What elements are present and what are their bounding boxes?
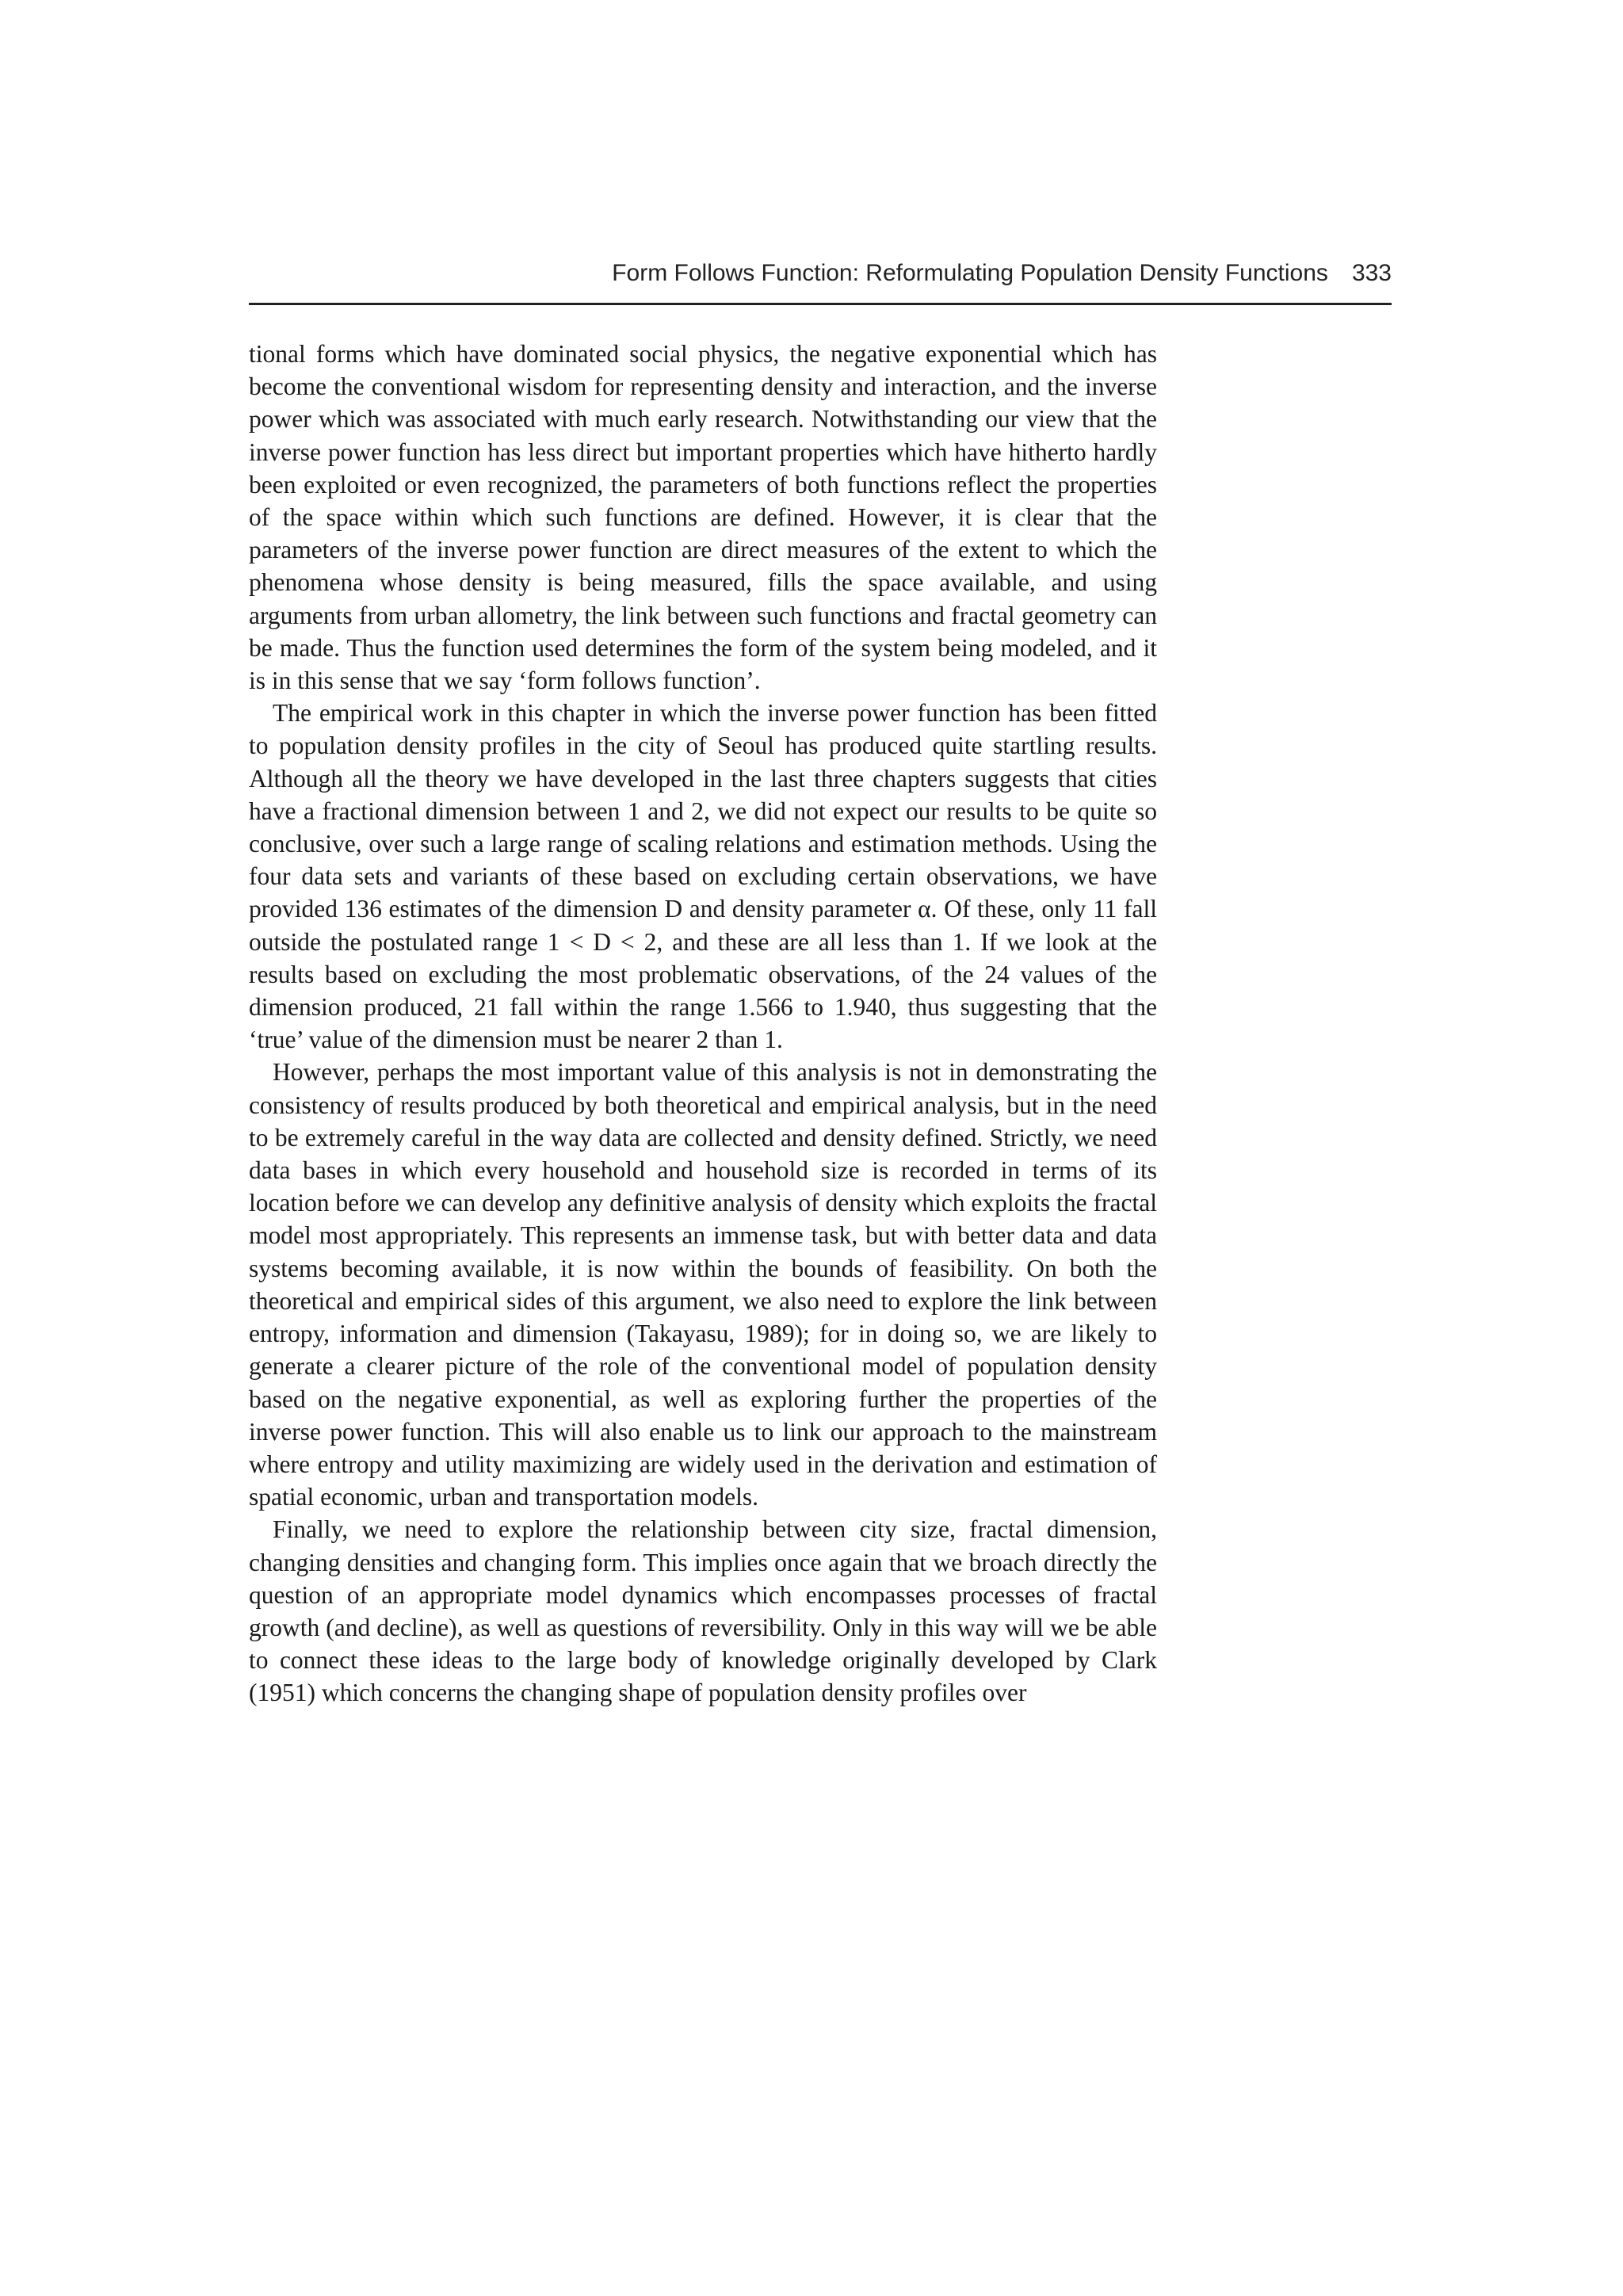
running-head bbox=[249, 260, 1392, 301]
page-number: 333 bbox=[1351, 260, 1392, 286]
paragraph-continued: tional forms which have dominated social physics, the negative exponential which has become the conventional wisdom for representing density and interaction, and the inverse power which was associated with much early research. Notwithstanding our view that the inverse power function has less direct but important properties which have hitherto hardly been exploited or even recognized, the parameters of both functions reflect the properties of the space within which such functions are defined. However, it is clear that the parameters of the inverse power function are direct measures of the extent to which the phenomena whose density is being measured, fills the space available, and using arguments from urban allometry, the link between such functions and fractal geometry can be made. Thus the function used determines the form of the system being modeled, and it is in this sense that we say ‘form follows function’. bbox=[249, 340, 1157, 695]
running-head-title: Form Follows Function: Reformulating Population Density Functions bbox=[612, 260, 1328, 286]
paragraph-finally: Finally, we need to explore the relationship between city size, fractal dimension, changing densities and changing form. This implies once again that we broach directly the question of an appropriate model dynamics which encompasses processes of fractal growth (and decline), as well as questions of reversibility. Only in this way will we be able to connect these ideas to the large body of knowledge originally developed by Clark (1951) which concerns the changing shape of population density profiles over bbox=[249, 1515, 1157, 1707]
body-text bbox=[249, 338, 1157, 1710]
header-rule bbox=[249, 303, 1392, 305]
paragraph-data-bases: However, perhaps the most important value of this analysis is not in demonstrating the consistency of results produced by both theoretical and empirical analysis, but in the need to be extremely careful in the way data are collected and density defined. Strictly, we need data bases in which every household and household size is recorded in terms of its location before we can develop any definitive analysis of density which exploits the fractal model most appropriately. This represents an immense task, but with better data and data systems becoming available, it is now within the bounds of feasibility. On both the theoretical and empirical sides of this argument, we also need to explore the link between entropy, information and dimension (Takayasu, 1989); for in doing so, we are likely to generate a clearer picture of the role of the conventional model of population density based on the negative exponential, as well as exploring further the properties of the inverse power function. This will also enable us to link our approach to the mainstream where entropy and utility maximizing are widely used in the derivation and estimation of spatial economic, urban and transportation models. bbox=[249, 1058, 1157, 1511]
paragraph-empirical-work: The empirical work in this chapter in which the inverse power function has been fitted to population density profiles in the city of Seoul has produced quite startling results. Although all the theory we have developed in the last three chapters suggests that cities have a fractional dimension between 1 and 2, we did not expect our results to be quite so conclusive, over such a large range of scaling relations and estimation methods. Using the four data sets and variants of these based on excluding certain observations, we have provided 136 estimates of the dimension D and density parameter α. Of these, only 11 fall outside the postulated range 1 < D < 2, and these are all less than 1. If we look at the results based on excluding the most problematic observations, of the 24 values of the dimension produced, 21 fall within the range 1.566 to 1.940, thus suggesting that the ‘true’ value of the dimension must be nearer 2 than 1. bbox=[249, 699, 1157, 1054]
